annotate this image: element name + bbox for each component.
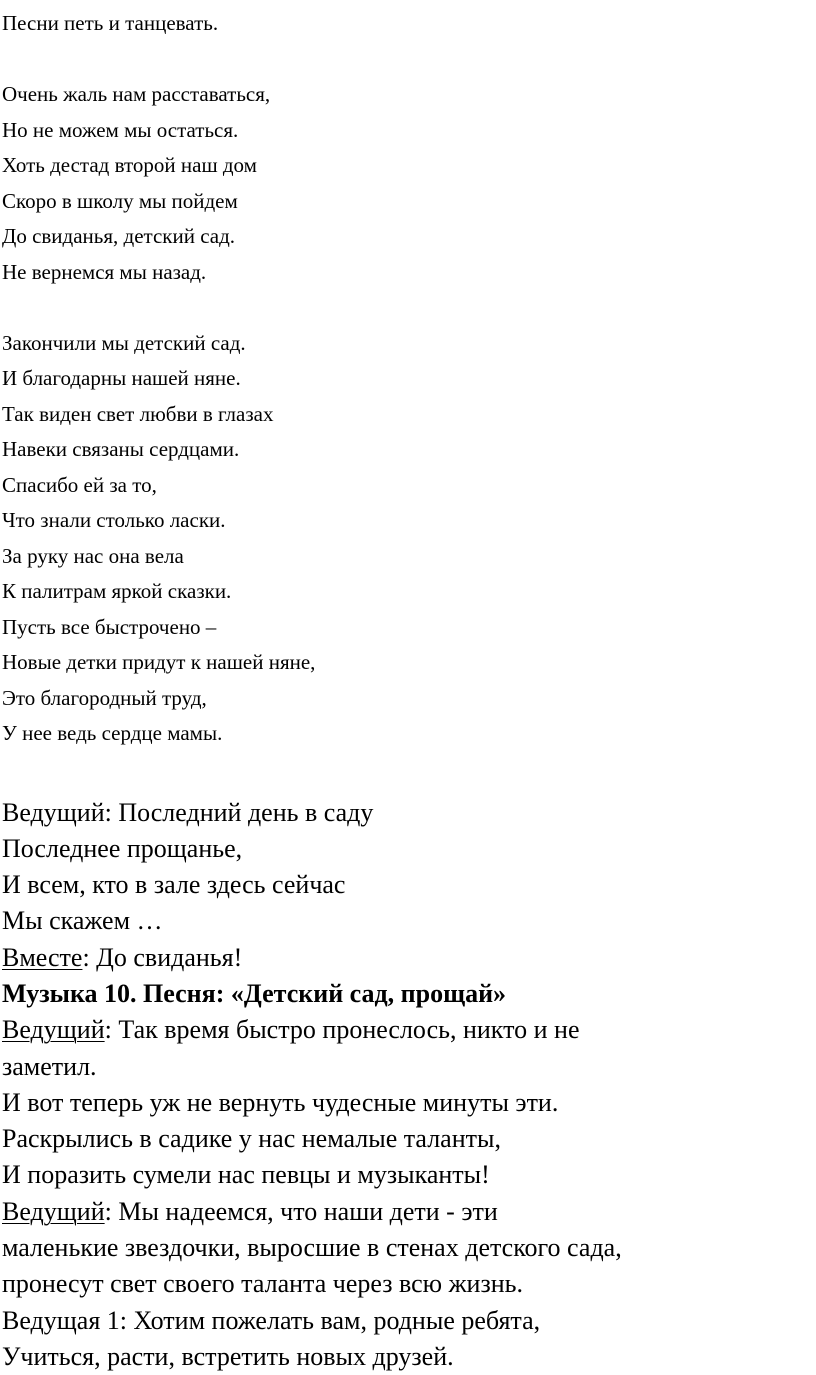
script-line: Ведущая 1: Хотим пожелать вам, родные ребята, (2, 1303, 814, 1339)
poem-line: И благодарны нашей няне. (2, 361, 814, 397)
script-line (2, 1194, 814, 1230)
script-line: И поразить сумели нас певцы и музыканты! (2, 1157, 814, 1193)
poem-line: Но не можем мы остаться. (2, 113, 814, 149)
script-line (2, 940, 814, 976)
script-line: пронесут свет своего таланта через всю жизнь. (2, 1266, 814, 1302)
script-line: Ведущий: Последний день в саду (2, 795, 814, 831)
script-line: Учиться, расти, встретить новых друзей. (2, 1339, 814, 1375)
script-section (2, 795, 814, 1375)
poem-line: Очень жаль нам расставаться, (2, 77, 814, 113)
script-line: Раскрылись в садике у нас немалые таланты, (2, 1121, 814, 1157)
poem-section (2, 6, 814, 752)
speaker-text: : Так время быстро пронеслось, никто и не (105, 1015, 580, 1044)
script-line: И всем, кто в зале здесь сейчас (2, 867, 814, 903)
stanza-gap (2, 42, 814, 78)
script-line: маленькие звездочки, выросшие в стенах детского сада, (2, 1230, 814, 1266)
poem-line: Что знали столько ласки. (2, 503, 814, 539)
poem-line: Навеки связаны сердцами. (2, 432, 814, 468)
music-cue: Музыка 10. Песня: «Детский сад, прощай» (2, 976, 814, 1012)
script-line (2, 1012, 814, 1048)
speaker-label: Ведущий (2, 1015, 105, 1044)
script-line: заметил. (2, 1049, 814, 1085)
script-line: Последнее прощанье, (2, 831, 814, 867)
poem-line: Так виден свет любви в глазах (2, 397, 814, 433)
stanza-2 (2, 326, 814, 752)
script-line: И вот теперь уж не вернуть чудесные минуты эти. (2, 1085, 814, 1121)
poem-line: Новые детки придут к нашей няне, (2, 645, 814, 681)
poem-line: Не вернемся мы назад. (2, 255, 814, 291)
poem-line: До свиданья, детский сад. (2, 219, 814, 255)
speaker-text: : До свиданья! (82, 943, 242, 972)
poem-line: Песни петь и танцевать. (2, 6, 814, 42)
poem-line: Закончили мы детский сад. (2, 326, 814, 362)
poem-line: Это благородный труд, (2, 681, 814, 717)
speaker-label: Ведущий (2, 1197, 105, 1226)
poem-line: За руку нас она вела (2, 539, 814, 575)
poem-line: Скоро в школу мы пойдем (2, 184, 814, 220)
speaker-label: Вместе (2, 943, 82, 972)
poem-line: К палитрам яркой сказки. (2, 574, 814, 610)
poem-line: Хоть дестад второй наш дом (2, 148, 814, 184)
stanza-1 (2, 77, 814, 290)
poem-line: Пусть все быстрочено – (2, 610, 814, 646)
script-line: Мы скажем … (2, 903, 814, 939)
stanza-gap (2, 290, 814, 326)
speaker-text: : Мы надеемся, что наши дети - эти (105, 1197, 498, 1226)
poem-line: У нее ведь сердце мамы. (2, 716, 814, 752)
document-page (2, 0, 814, 1375)
poem-line: Спасибо ей за то, (2, 468, 814, 504)
